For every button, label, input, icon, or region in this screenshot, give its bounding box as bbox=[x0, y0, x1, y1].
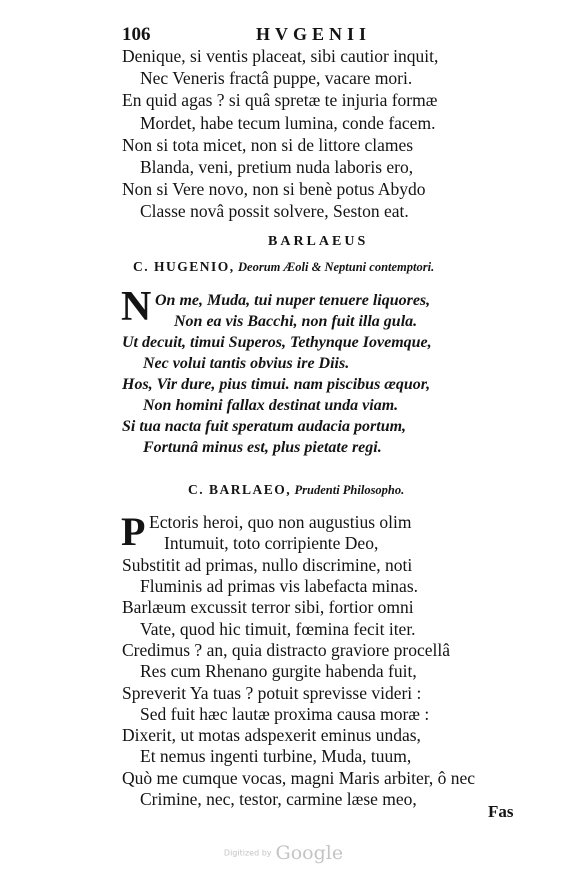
verse-line: Substitit ad primas, nullo discrimine, noti bbox=[122, 555, 413, 575]
page-number: 106 bbox=[122, 24, 151, 45]
verse-line: Dixerit, ut motas adspexerit eminus undas, bbox=[122, 725, 421, 745]
running-head: HVGENII bbox=[256, 24, 372, 44]
verse-line: On me, Muda, tui nuper tenuere liquores, bbox=[155, 292, 431, 309]
addressee-name: C. BARLAEO, bbox=[188, 482, 292, 497]
verse-line: Denique, si ventis placeat, sibi cautior inquit, bbox=[122, 46, 439, 66]
verse-line: Spreverit Ya tuas ? potuit sprevisse videri : bbox=[122, 683, 422, 703]
verse-line: Non homini fallax destinat unda viam. bbox=[143, 397, 399, 414]
verse-line: Quò me cumque vocas, magni Maris arbiter, ô nec bbox=[122, 768, 476, 788]
verse-line: Crimine, nec, testor, carmine læse meo, bbox=[140, 789, 417, 809]
drop-cap: N bbox=[121, 284, 152, 330]
verse-line: Classe novâ possit solvere, Seston eat. bbox=[140, 201, 409, 221]
verse-line: Hos, Vir dure, pius timui. nam piscibus æquor, bbox=[122, 376, 431, 393]
verse-line: En quid agas ? si quâ spretæ te injuria formæ bbox=[122, 90, 438, 110]
google-logo: Google bbox=[275, 842, 344, 864]
catchword: Fas bbox=[488, 802, 514, 821]
verse-line: Et nemus ingenti turbine, Muda, tuum, bbox=[140, 746, 412, 766]
verse-line: Barlæum excussit terror sibi, fortior omni bbox=[122, 597, 414, 617]
verse-line: Ut decuit, timui Superos, Tethynque Iovemque, bbox=[122, 334, 432, 351]
verse-line: Non si Vere novo, non si benè potus Abydo bbox=[122, 179, 426, 199]
verse-line: Non ea vis Bacchi, non fuit illa gula. bbox=[174, 313, 418, 330]
verse-line: Res cum Rhenano gurgite habenda fuit, bbox=[140, 661, 417, 681]
verse-line: Si tua nacta fuit speratum audacia portum, bbox=[122, 418, 407, 435]
verse-line: Intumuit, toto corripiente Deo, bbox=[164, 533, 379, 553]
verse-line: Fortunâ minus est, plus pietate regi. bbox=[143, 439, 382, 456]
page-header bbox=[122, 24, 462, 46]
author-heading: BARLAEUS bbox=[268, 234, 369, 249]
verse-line: Mordet, habe tecum lumina, conde facem. bbox=[140, 113, 436, 133]
verse-line: Ectoris heroi, quo non augustius olim bbox=[149, 512, 412, 532]
drop-cap: P bbox=[121, 509, 146, 554]
verse-line: Vate, quod hic timuit, fœmina fecit iter. bbox=[140, 619, 416, 639]
verse-line: Non si tota micet, non si de littore clames bbox=[122, 135, 414, 155]
addressee-name: C. HUGENIO, bbox=[133, 259, 235, 274]
verse-line: Sed fuit hæc lautæ proxima causa moræ : bbox=[140, 704, 430, 724]
digitization-watermark bbox=[0, 842, 567, 864]
dedication-text: Deorum Æoli & Neptuni contemptori. bbox=[238, 260, 435, 274]
poem-dedication bbox=[188, 482, 404, 498]
verse-line: Nec Veneris fractâ puppe, vacare mori. bbox=[140, 68, 413, 88]
verse-line: Fluminis ad primas vis labefacta minas. bbox=[140, 576, 419, 596]
verse-line: Nec volui tantis obvius ire Diis. bbox=[143, 355, 350, 372]
verse-line: Credimus ? an, quia distracto graviore procellâ bbox=[122, 640, 451, 660]
dedication-text: Prudenti Philosopho. bbox=[294, 483, 405, 497]
poem-dedication bbox=[133, 259, 434, 275]
watermark-prefix: Digitized by bbox=[223, 848, 272, 858]
verse-line: Blanda, veni, pretium nuda laboris ero, bbox=[140, 157, 414, 177]
